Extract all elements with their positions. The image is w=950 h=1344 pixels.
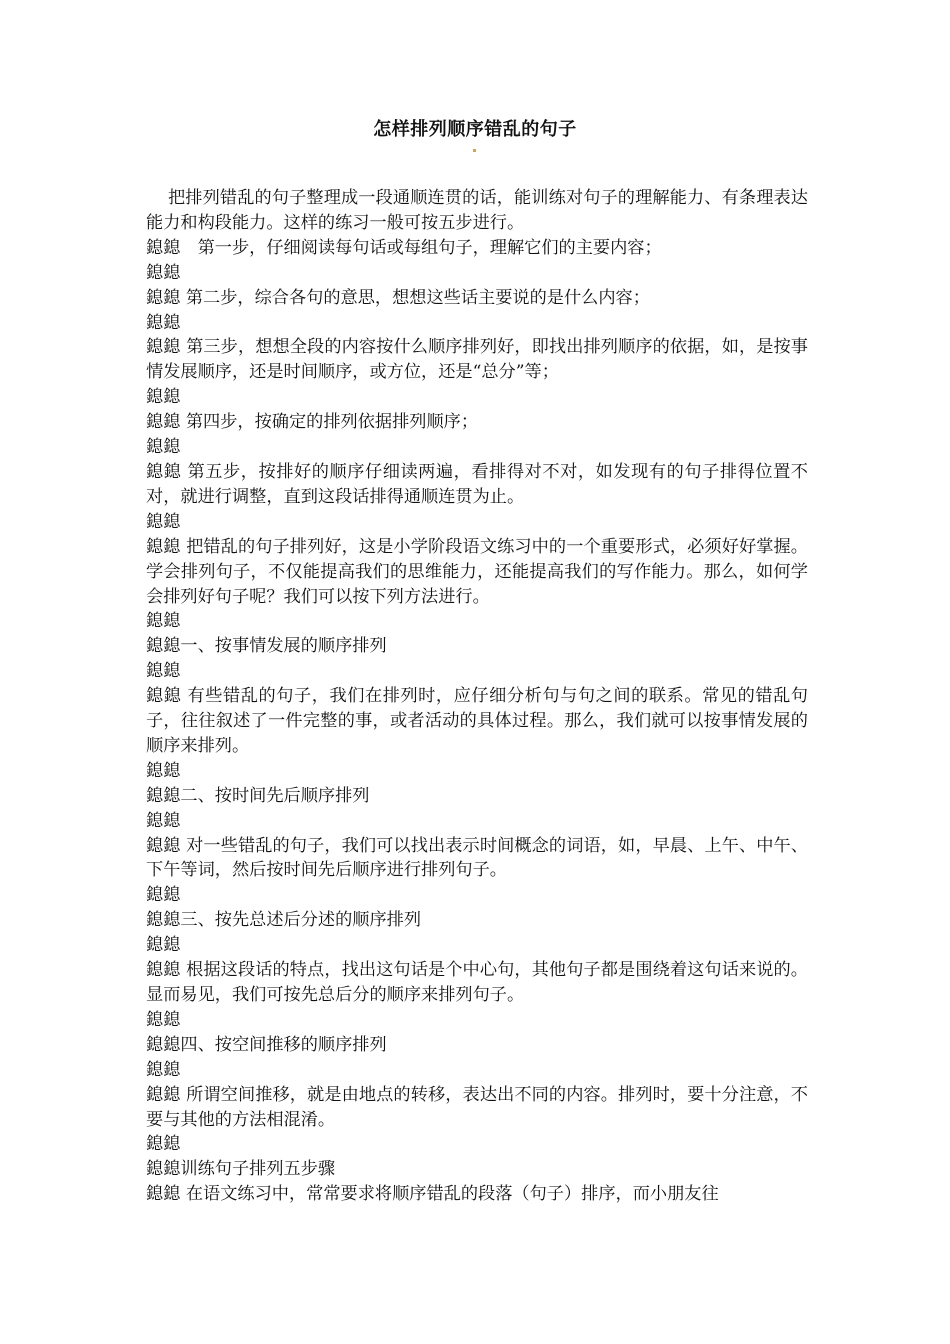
blank-line: 鎴鎴: [146, 661, 181, 682]
section-4-paragraph: 鎴鎴 所谓空间推移，就是由地点的转移，表达出不同的内容。排列时，要十分注意，不要与其他的方法相混淆。: [146, 1084, 808, 1130]
blank-line: 鎴鎴: [146, 262, 181, 283]
step-one-paragraph: 鎴鎴 第一步，仔细阅读每句话或每组句子，理解它们的主要内容；: [146, 237, 662, 258]
blank-line: 鎴鎴: [146, 810, 181, 831]
blank-line: 鎴鎴: [146, 437, 181, 458]
section-heading-1: 鎴鎴一、按事情发展的顺序排列: [146, 636, 387, 657]
page-title: 怎样排列顺序错乱的句子: [373, 119, 577, 140]
section-heading-4: 鎴鎴四、按空间推移的顺序排列: [146, 1034, 387, 1055]
blank-line: 鎴鎴: [146, 1134, 181, 1155]
document-body: [146, 186, 808, 1207]
title-mark: [473, 149, 476, 152]
blank-line: 鎴鎴: [146, 885, 181, 906]
final-paragraph: 鎴鎴 在语文练习中，常常要求将顺序错乱的段落（句子）排序，而小朋友往: [146, 1184, 719, 1205]
blank-line: 鎴鎴: [146, 935, 181, 956]
blank-line: 鎴鎴: [146, 1059, 181, 1080]
blank-line: 鎴鎴: [146, 1009, 181, 1030]
blank-line: 鎴鎴: [146, 387, 181, 408]
blank-line: 鎴鎴: [146, 511, 181, 532]
section-3-paragraph: 鎴鎴 根据这段话的特点，找出这句话是个中心句，其他句子都是围绕着这句话来说的。显而易见，我们可按先总后分的顺序来排列句子。: [146, 960, 808, 1005]
section-1-paragraph: 鎴鎴 有些错乱的句子，我们在排列时，应仔细分析句与句之间的联系。常见的错乱句子，往往叙述了一件完整的事，或者活动的具体过程。那么，我们就可以按事情发展的顺序来排列。: [146, 686, 808, 756]
step-five-paragraph: 鎴鎴 第五步，按排好的顺序仔细读两遍，看排得对不对，如发现有的句子排得位置不对，就进行调整，直到这段话排得通顺连贯为止。: [146, 461, 808, 507]
importance-paragraph: 鎴鎴 把错乱的句子排列好，这是小学阶段语文练习中的一个重要形式，必须好好掌握。学会排列句子，不仅能提高我们的思维能力，还能提高我们的写作能力。那么，如何学会排列好句子呢？我们可以按下列方法进行。: [146, 536, 808, 607]
intro-paragraph: 把排列错乱的句子整理成一段通顺连贯的话，能训练对句子的理解能力、有条理表达能力和构段能力。这样的练习一般可按五步进行。: [146, 188, 808, 233]
step-four-paragraph: 鎴鎴 第四步，按确定的排列依据排列顺序；: [146, 412, 479, 433]
section-heading-5: 鎴鎴训练句子排列五步骤: [146, 1159, 336, 1180]
blank-line: 鎴鎴: [146, 760, 181, 781]
step-two-paragraph: 鎴鎴 第二步，综合各句的意思，想想这些话主要说的是什么内容；: [146, 287, 650, 308]
blank-line: 鎴鎴: [146, 611, 181, 632]
section-2-paragraph: 鎴鎴 对一些错乱的句子，我们可以找出表示时间概念的词语，如，早晨、上午、中午、下午等词，然后按时间先后顺序进行排列句子。: [146, 835, 808, 881]
step-three-paragraph: 鎴鎴 第三步，想想全段的内容按什么顺序排列好，即找出排列顺序的依据，如，是按事情发展顺序，还是时间顺序，或方位，还是“总分”等；: [146, 337, 808, 383]
section-heading-2: 鎴鎴二、按时间先后顺序排列: [146, 785, 370, 806]
section-heading-3: 鎴鎴三、按先总述后分述的顺序排列: [146, 910, 422, 931]
blank-line: 鎴鎴: [146, 312, 181, 333]
